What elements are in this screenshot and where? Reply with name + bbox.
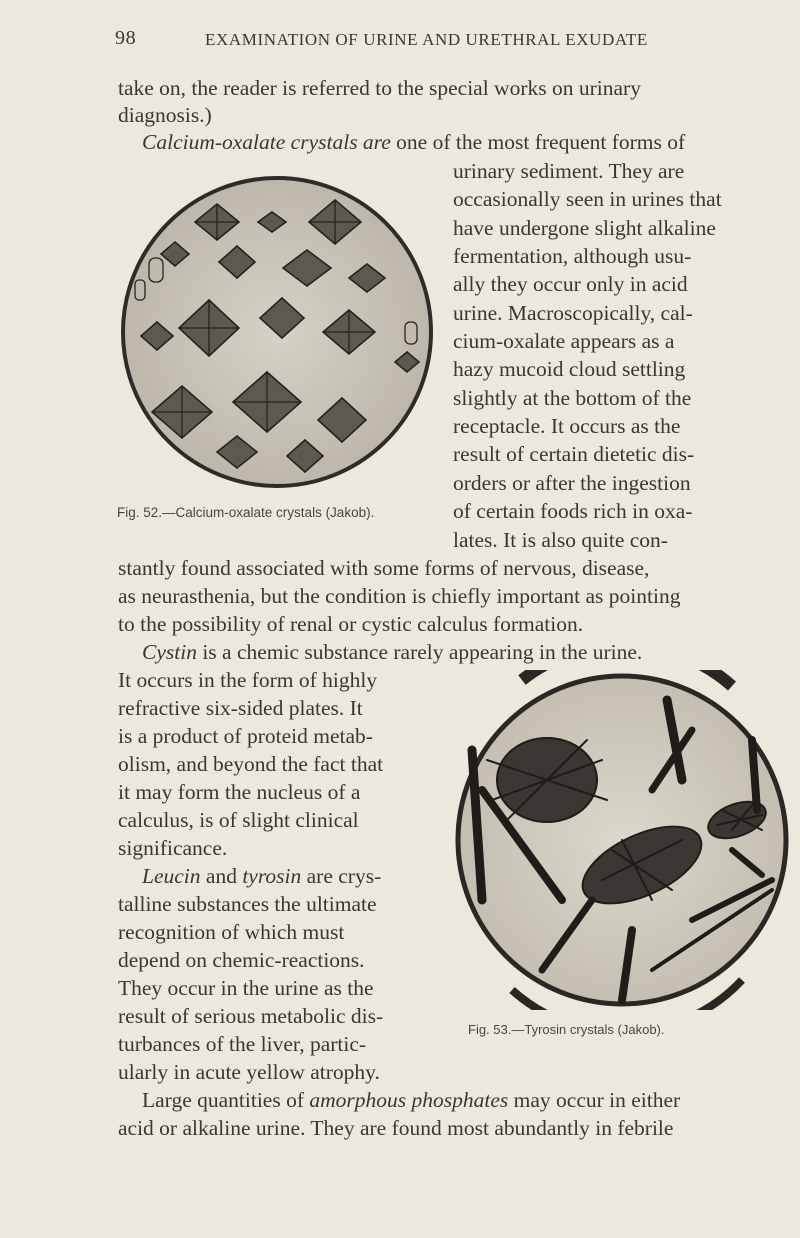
italic-term-leucin: Leucin [142,864,201,888]
text-line: cium-oxalate appears as a [453,329,675,353]
text-line: is a product of proteid metab- [118,724,373,748]
text-line: slightly at the bottom of the [453,386,692,410]
text-line: talline substances the ultimate [118,892,377,916]
text-line: Cystin is a chemic substance rarely appearing in the urine. [142,640,643,664]
figure-53-caption: Fig. 53.—Tyrosin crystals (Jakob). [468,1022,665,1037]
text-line: Leucin and tyrosin are crys- [142,864,382,888]
text-line: it may form the nucleus of a [118,780,361,804]
text-line: as neurasthenia, but the condition is chiefly important as pointing [118,584,681,608]
running-header: EXAMINATION OF URINE AND URETHRAL EXUDATE [205,30,648,49]
figure-52-caption: Fig. 52.—Calcium-oxalate crystals (Jakob). [117,505,375,520]
page-number: 98 [115,27,137,49]
text-line: diagnosis.) [118,103,212,127]
text-line: Calcium-oxalate crystals are one of the most frequent forms of [142,130,686,154]
italic-term-tyrosin: tyrosin [242,864,302,888]
text-line: orders or after the ingestion [453,471,691,495]
text-line: occasionally seen in urines that [453,187,722,211]
text-line: urinary sediment. They are [453,159,685,183]
text-line: stantly found associated with some forms of nervous, disease, [118,556,650,580]
text-line: calculus, is of slight clinical [118,808,359,832]
text-line: fermentation, although usu- [453,244,692,268]
tyrosin-crystals-figure [452,670,792,1010]
text-line: recognition of which must [118,920,345,944]
italic-term-cystin: Cystin [142,640,197,664]
text-line: It occurs in the form of highly [118,668,378,692]
text-line: refractive six-sided plates. It [118,696,363,720]
text-line: acid or alkaline urine. They are found most abundantly in febrile [118,1116,674,1140]
text-line: ularly in acute yellow atrophy. [118,1060,380,1084]
italic-term-amorphous-phosphates: amorphous phosphates [309,1088,509,1112]
text-line: to the possibility of renal or cystic calculus formation. [118,612,584,636]
italic-term-calcium-oxalate: Calcium-oxalate crystals are [142,130,391,154]
text-line: result of serious metabolic dis- [118,1004,384,1028]
text-line: of certain foods rich in oxa- [453,499,693,523]
text-line: lates. It is also quite con- [453,528,668,552]
text-line: receptacle. It occurs as the [453,414,681,438]
text-line: Large quantities of amorphous phosphates may occur in either [142,1088,681,1112]
calcium-oxalate-crystals-figure [117,172,437,492]
text-line: turbances of the liver, partic- [118,1032,367,1056]
text-line: hazy mucoid cloud settling [453,357,686,381]
text-line: They occur in the urine as the [118,976,374,1000]
text-line: urine. Macroscopically, cal- [453,301,693,325]
text-line: ally they occur only in acid [453,272,688,296]
text-line: have undergone slight alkaline [453,216,716,240]
text-line: significance. [118,836,228,860]
text-line: take on, the reader is referred to the special works on urinary [118,76,641,100]
text-line: result of certain dietetic dis- [453,442,695,466]
text-line: olism, and beyond the fact that [118,752,384,776]
text-line: depend on chemic-reactions. [118,948,365,972]
